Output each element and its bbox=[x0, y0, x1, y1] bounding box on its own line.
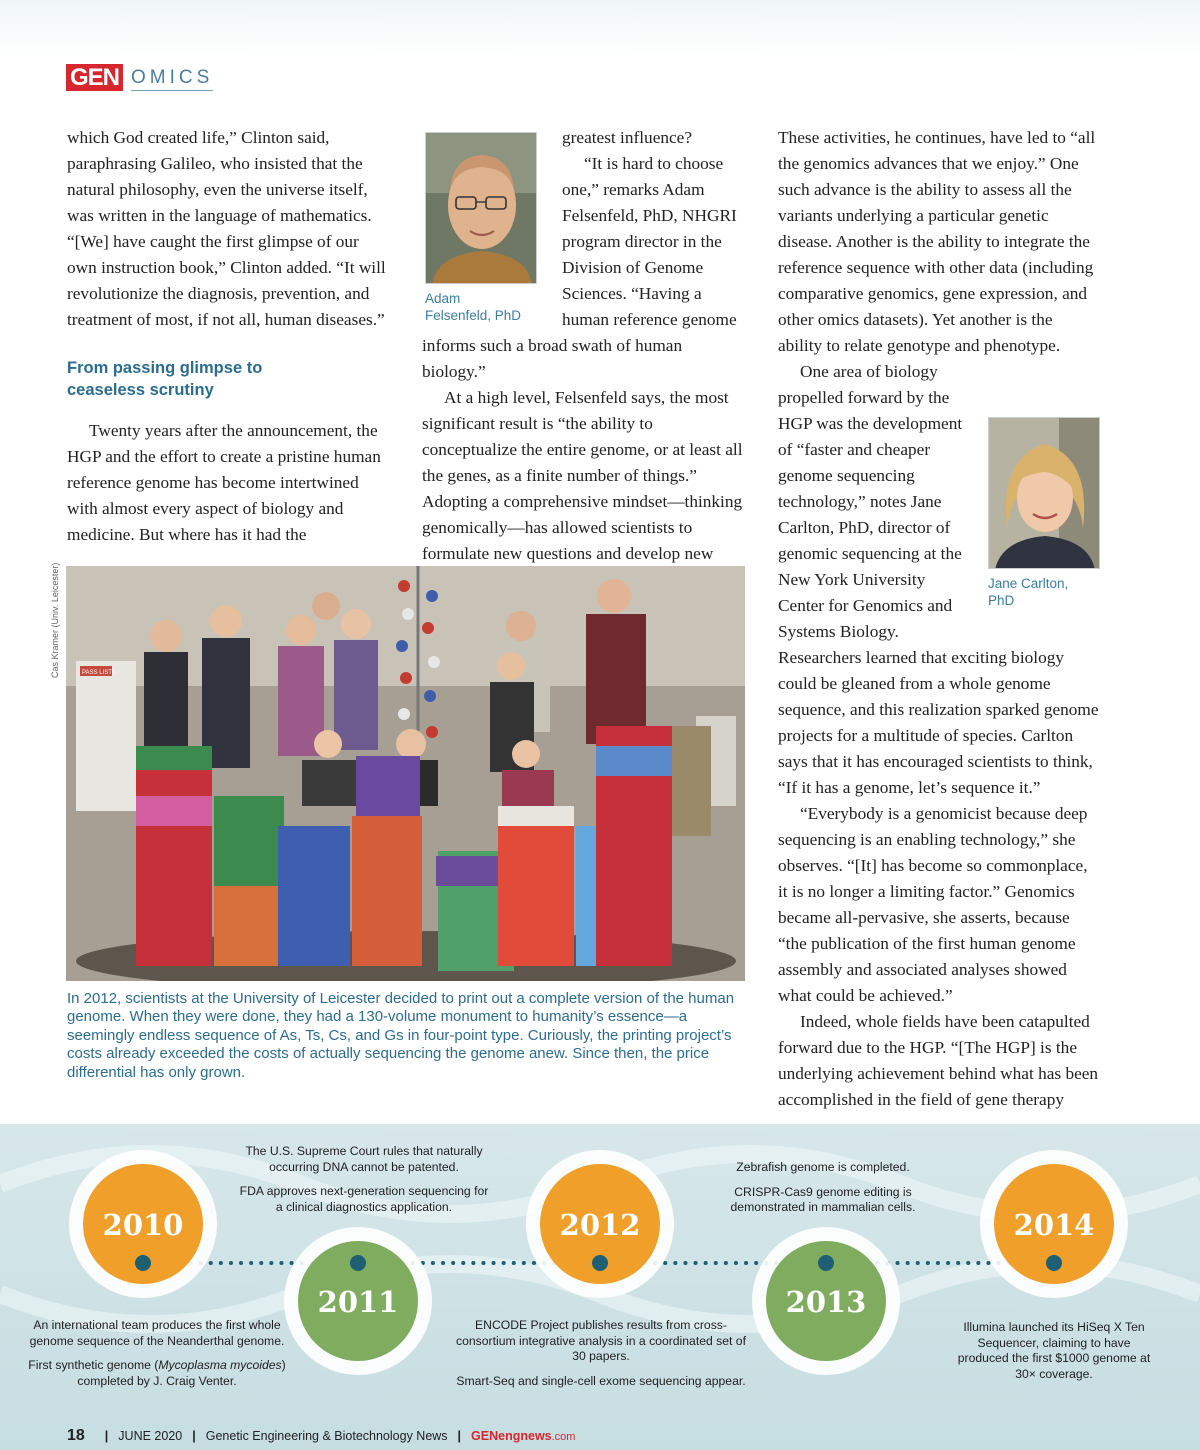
paragraph: “It is hard to choose one,” remarks Adam Felsenfeld, PhD, NHGRI program director in the Division of Genome Sciences. “Having a human reference genome informs such a broad swath of human biology.” bbox=[422, 154, 737, 381]
gen-logo[interactable]: GEN bbox=[66, 64, 123, 91]
event-text: FDA approves next-generation sequencing for a clinical diagnostics application. bbox=[239, 1184, 489, 1214]
paragraph: Indeed, whole fields have been catapulted forward due to the HGP. “[The HGP] is the underlying achievement behind what has been accomplished in the field of gene therapy bbox=[778, 1012, 1099, 1109]
caption-line: PhD bbox=[988, 593, 1015, 608]
year-label-2012: 2012 bbox=[559, 1208, 641, 1242]
group-photo-image bbox=[66, 566, 745, 981]
caption-line: Jane Carlton, bbox=[988, 576, 1069, 591]
subheading-line: From passing glimpse to bbox=[67, 359, 263, 377]
separator: | bbox=[192, 1429, 196, 1443]
website-name: GENengnews bbox=[471, 1429, 552, 1443]
genomics-timeline bbox=[0, 1124, 1200, 1450]
caption-line: Adam bbox=[425, 291, 461, 306]
event-text bbox=[16, 1358, 298, 1389]
event-text: Illumina launched its HiSeq X Ten Sequencer, claiming to have produced the first $1000 genome at 30× coverage. bbox=[957, 1320, 1151, 1381]
paragraph: One area of biology propelled forward by the HGP was the development of “faster and cheaper genome sequencing technology,” notes Jane Carlton, PhD, director of genomic sequencing at the New York University Center for Genomics and Systems Biology. Researchers learned that exciting biology could be gleaned from a whole genome sequence, and this realization sparked genome projects for a multitude of species. Carlton says that it has encouraged scientists to think, “If it has a genome, let’s sequence it.” bbox=[778, 362, 1099, 797]
events-2013 bbox=[718, 1160, 928, 1225]
website-domain: .com bbox=[551, 1431, 576, 1443]
year-label-2010: 2010 bbox=[102, 1208, 184, 1242]
timeline-marker bbox=[350, 1255, 366, 1271]
paragraph: Twenty years after the announcement, the HGP and the effort to create a pristine human reference genome has become intertwined with almost every aspect of biology and medicine. But where has it had the bbox=[67, 421, 381, 544]
carlton-portrait-image bbox=[989, 418, 1100, 569]
group-photo bbox=[66, 566, 745, 981]
events-2014 bbox=[956, 1320, 1152, 1391]
section-name: OMICS bbox=[131, 67, 213, 91]
paragraph-with-photo bbox=[778, 359, 1100, 1113]
figure-caption: In 2012, scientists at the University of Leicester decided to print out a complete version of the human genome. When they were done, they had a 130-volume monument to humanity’s essence—a seemingly endless sequence of As, Ts, Cs, and Gs in four-point type. Curiously, the printing project’s costs already exceeded the costs of actually sequencing the genome anew. Since then, the price differential has only grown. bbox=[67, 990, 735, 1081]
sign-text: PASS LISTS bbox=[82, 670, 116, 676]
paragraph: “Everybody is a genomicist because deep sequencing is an enabling technology,” she observes. “[It] has become so commonplace, it is no longer a limiting factor.” Genomics became all-pervasive, she asserts, because “the publication of the first human genome assembly and associated analyses showed what could be achieved.” bbox=[778, 804, 1088, 1005]
felsenfeld-caption bbox=[425, 290, 560, 324]
event-text-part: First synthetic genome ( bbox=[28, 1358, 159, 1372]
carlton-photo-block bbox=[978, 417, 1100, 627]
event-text: Zebrafish genome is completed. bbox=[736, 1160, 910, 1174]
timeline-marker bbox=[1046, 1255, 1062, 1271]
event-text-part: ) completed by J. Craig Venter. bbox=[77, 1358, 286, 1388]
paragraph: At a high level, Felsenfeld says, the most significant result is “the ability to conceptualize the entire genome, or at least all the genes, as a finite number of things.” Adopting a comprehensive mindset—thinking genomically—has allowed scientists to formulate new questions and develop new bbox=[422, 388, 743, 563]
header-background bbox=[0, 0, 1200, 60]
timeline-graphic bbox=[0, 1124, 1200, 1450]
page-header bbox=[66, 64, 213, 91]
issue-date: JUNE 2020 bbox=[118, 1429, 183, 1443]
photo-credit: Cas Kramer (Univ. Leicester) bbox=[50, 562, 60, 678]
felsenfeld-photo-block bbox=[422, 125, 560, 327]
timeline-marker bbox=[818, 1255, 834, 1271]
separator: | bbox=[104, 1429, 109, 1443]
paragraph: which God created life,” Clinton said, paraphrasing Galileo, who insisted that the natural philosophy, even the universe itself, was written in the language of mathematics. “[We] have caught the first glimpse of our own instruction book,” Clinton added. “It will revolutionize the diagnosis, prevention, and treatment of most, if not all, human diseases.” bbox=[67, 128, 386, 329]
timeline-marker bbox=[135, 1255, 151, 1271]
year-label-2014: 2014 bbox=[1013, 1208, 1095, 1242]
page-number: 18 bbox=[67, 1427, 85, 1444]
carlton-caption bbox=[988, 575, 1100, 609]
felsenfeld-portrait-image bbox=[426, 133, 537, 284]
event-text: Smart-Seq and single-cell exome sequencing appear. bbox=[456, 1373, 746, 1388]
carlton-portrait bbox=[988, 417, 1100, 569]
paragraph: greatest influence? bbox=[562, 128, 693, 147]
subheading bbox=[67, 357, 389, 401]
events-2011 bbox=[236, 1144, 492, 1224]
caption-line: Felsenfeld, PhD bbox=[425, 308, 522, 323]
event-text: ENCODE Project publishes results from cross-consortium integrative analysis in a coordinated set of 30 papers. bbox=[456, 1318, 746, 1363]
event-text: An international team produces the first whole genome sequence of the Neanderthal genome. bbox=[29, 1318, 285, 1348]
page-footer bbox=[67, 1427, 575, 1445]
article-column-2 bbox=[422, 125, 748, 593]
timeline-marker bbox=[592, 1255, 608, 1271]
website-link[interactable] bbox=[471, 1429, 575, 1443]
events-2012 bbox=[448, 1318, 754, 1398]
subheading-line: ceaseless scrutiny bbox=[67, 381, 214, 399]
article-column-3 bbox=[778, 125, 1100, 1113]
separator: | bbox=[457, 1429, 462, 1443]
article-column-1 bbox=[67, 125, 389, 548]
species-name: Mycoplasma mycoides bbox=[158, 1358, 282, 1372]
events-2010 bbox=[16, 1318, 298, 1398]
felsenfeld-portrait bbox=[425, 132, 537, 284]
event-text: CRISPR-Cas9 genome editing is demonstrated in mammalian cells. bbox=[730, 1184, 916, 1214]
year-label-2011: 2011 bbox=[317, 1285, 399, 1319]
publication-name: Genetic Engineering & Biotechnology News bbox=[205, 1429, 448, 1443]
year-label-2013: 2013 bbox=[785, 1285, 867, 1319]
event-text: The U.S. Supreme Court rules that naturally occurring DNA cannot be patented. bbox=[245, 1144, 483, 1174]
paragraph: These activities, he continues, have led to “all the genomics advances that we enjoy.” One such advance is the ability to assess all the variants underlying a particular genetic disease. Another is the ability to integrate the reference sequence with other data (including comparative genomics, gene expression, and other omics datasets). Yet another is the ability to relate genotype and phenotype. bbox=[778, 128, 1096, 355]
